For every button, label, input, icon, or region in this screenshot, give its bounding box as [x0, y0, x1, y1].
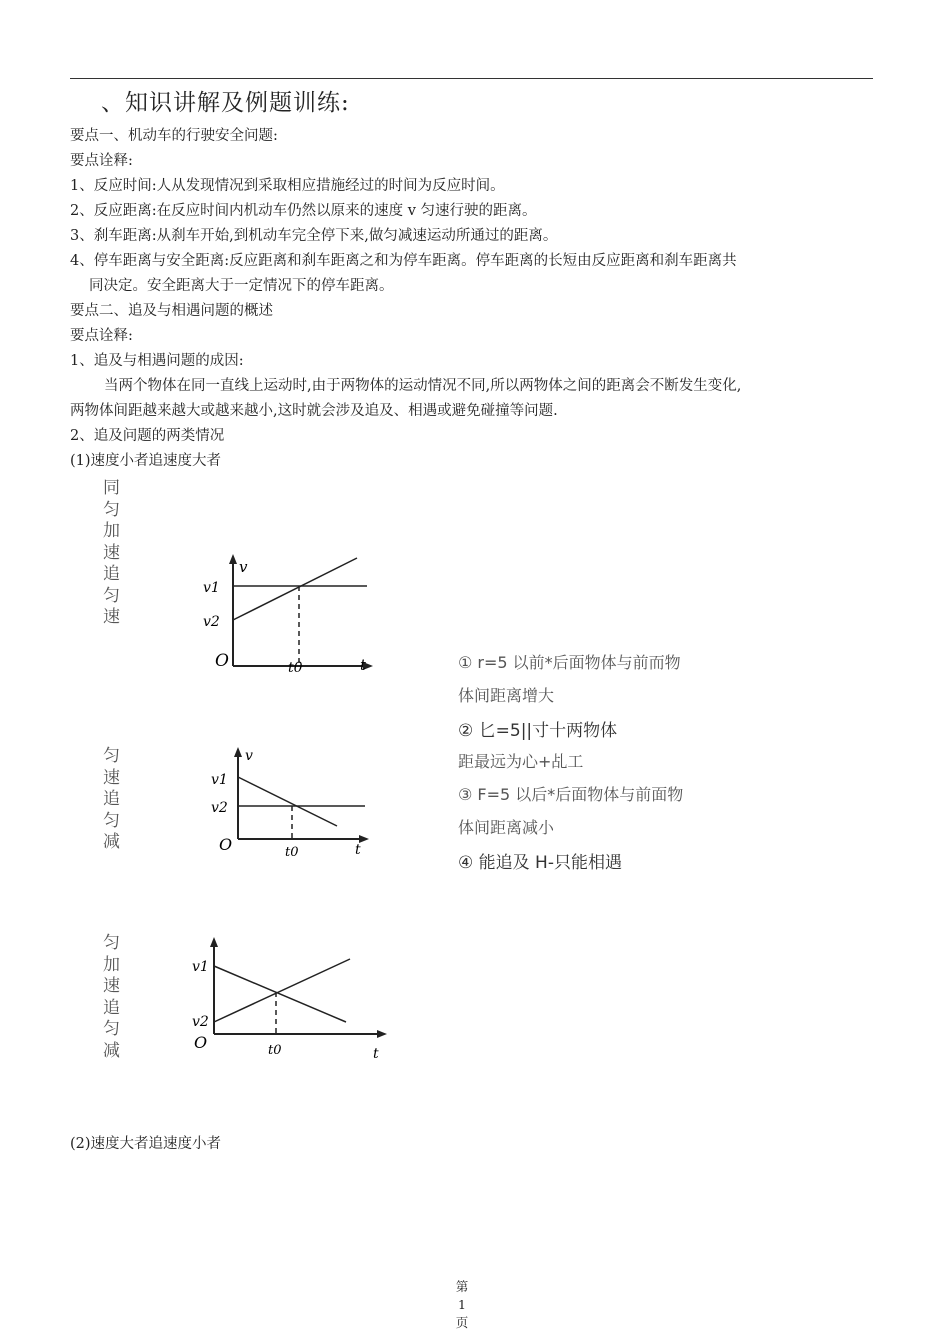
v1-label: v1 — [203, 580, 220, 596]
label-char: 加 — [103, 954, 120, 975]
label-char: 匀 — [103, 499, 120, 520]
page-number-line: 第 1 — [455, 1279, 469, 1312]
section-2-title — [70, 1132, 890, 1157]
decel-line — [238, 777, 337, 826]
t-axis-arrow — [377, 1030, 387, 1038]
note-line: ④ 能追及 H-只能相遇 — [458, 853, 622, 873]
label-char: 速 — [103, 767, 120, 788]
text-line: 要点一、机动车的行驶安全问题: — [70, 128, 278, 144]
v1-label: v1 — [211, 772, 228, 788]
label-char: 匀 — [103, 1019, 120, 1039]
graph-uniform-vs-decel — [205, 742, 375, 864]
page-number — [452, 1278, 472, 1332]
text-line: 要点诠释: — [70, 153, 133, 169]
label-char: 匀 — [103, 810, 120, 831]
text-line: 2、反应距离:在反应时间内机动车仍然以原来的速度 v 匀速行驶的距离。 — [70, 203, 537, 219]
label-char: 匀 — [103, 585, 120, 606]
label-char: 速 — [103, 607, 120, 627]
v1-label: v1 — [192, 959, 209, 975]
text-line: (2)速度大者追速度小者 — [70, 1136, 222, 1152]
accel-line — [233, 558, 357, 620]
text-line: 1、追及与相遇问题的成因: — [70, 353, 244, 369]
label-char: 加 — [103, 521, 120, 541]
label-char: 匀 — [103, 933, 120, 953]
label-char: 追 — [103, 564, 120, 584]
text-line: 两物体间距越来越大或越来越小,这时就会涉及追及、相遇或避免碰撞等问题. — [70, 403, 558, 419]
label-char: 追 — [103, 997, 120, 1018]
label-char: 速 — [103, 542, 120, 563]
t-axis-label: t — [360, 656, 367, 674]
case-label-3 — [103, 933, 123, 1068]
origin-label: O — [194, 1033, 208, 1052]
case-label-1 — [103, 478, 123, 629]
text-line: 1、反应时间:人从发现情况到采取相应措施经过的时间为反应时间。 — [70, 178, 505, 194]
label-char: 速 — [103, 976, 120, 996]
v-axis-label: v — [245, 748, 253, 764]
text-line: 同决定。安全距离大于一定情况下的停车距离。 — [89, 278, 394, 294]
t-axis-label: t — [373, 1046, 379, 1062]
note-line: ② 匕=5||寸十两物体 — [458, 721, 618, 741]
v-axis-arrow — [229, 554, 237, 564]
origin-label: O — [219, 835, 233, 854]
note-line: 体间距离减小 — [458, 818, 555, 837]
text-line: 2、追及问题的两类情况 — [70, 428, 225, 444]
text-line: 当两个物体在同一直线上运动时,由于两物体的运动情况不同,所以两物体之间的距离会不断发生变化, — [104, 378, 742, 394]
t0-label: t0 — [288, 660, 303, 676]
origin-label: O — [215, 651, 229, 671]
v-axis-label: v — [239, 558, 248, 576]
text-line: 要点诠释: — [70, 328, 133, 344]
graph-accel-vs-decel — [188, 934, 393, 1064]
v2-label: v2 — [192, 1014, 209, 1030]
text-line: (1)速度小者追速度大者 — [70, 453, 222, 469]
label-char: 减 — [103, 832, 120, 852]
v2-label: v2 — [211, 800, 228, 816]
graph-accel-vs-uniform — [195, 548, 380, 678]
top-rule — [70, 78, 873, 79]
label-char: 减 — [103, 1040, 120, 1061]
accel-line — [214, 959, 350, 1022]
analysis-notes — [458, 650, 683, 881]
note-line: ③ F=5 以后*后面物体与前面物 — [458, 785, 684, 804]
t0-label: t0 — [268, 1043, 282, 1058]
label-char: 追 — [103, 789, 120, 809]
text-line: 3、刹车距离:从刹车开始,到机动车完全停下来,做匀减速运动所通过的距离。 — [70, 228, 558, 244]
note-line: 距最远为心+乩工 — [458, 752, 584, 771]
page-number-line: 页 — [455, 1315, 469, 1330]
v-axis-arrow — [234, 747, 242, 757]
text-line: 4、停车距离与安全距离:反应距离和刹车距离之和为停车距离。停车距离的长短由反应距离和刹车距离共 — [70, 253, 737, 269]
body-text — [70, 124, 890, 474]
t-axis-label: t — [355, 842, 361, 858]
note-line: 体间距离增大 — [458, 686, 555, 705]
label-char: 匀 — [103, 746, 120, 766]
case-label-2 — [103, 746, 123, 861]
section-heading: 、知识讲解及例题训练: — [101, 90, 350, 116]
note-line: ① r=5 以前*后面物体与前而物 — [458, 653, 681, 672]
v2-label: v2 — [203, 614, 220, 630]
label-char: 同 — [103, 478, 120, 498]
v-axis-arrow — [210, 937, 218, 947]
text-line: 要点二、追及与相遇问题的概述 — [70, 303, 273, 319]
t0-label: t0 — [285, 845, 299, 860]
